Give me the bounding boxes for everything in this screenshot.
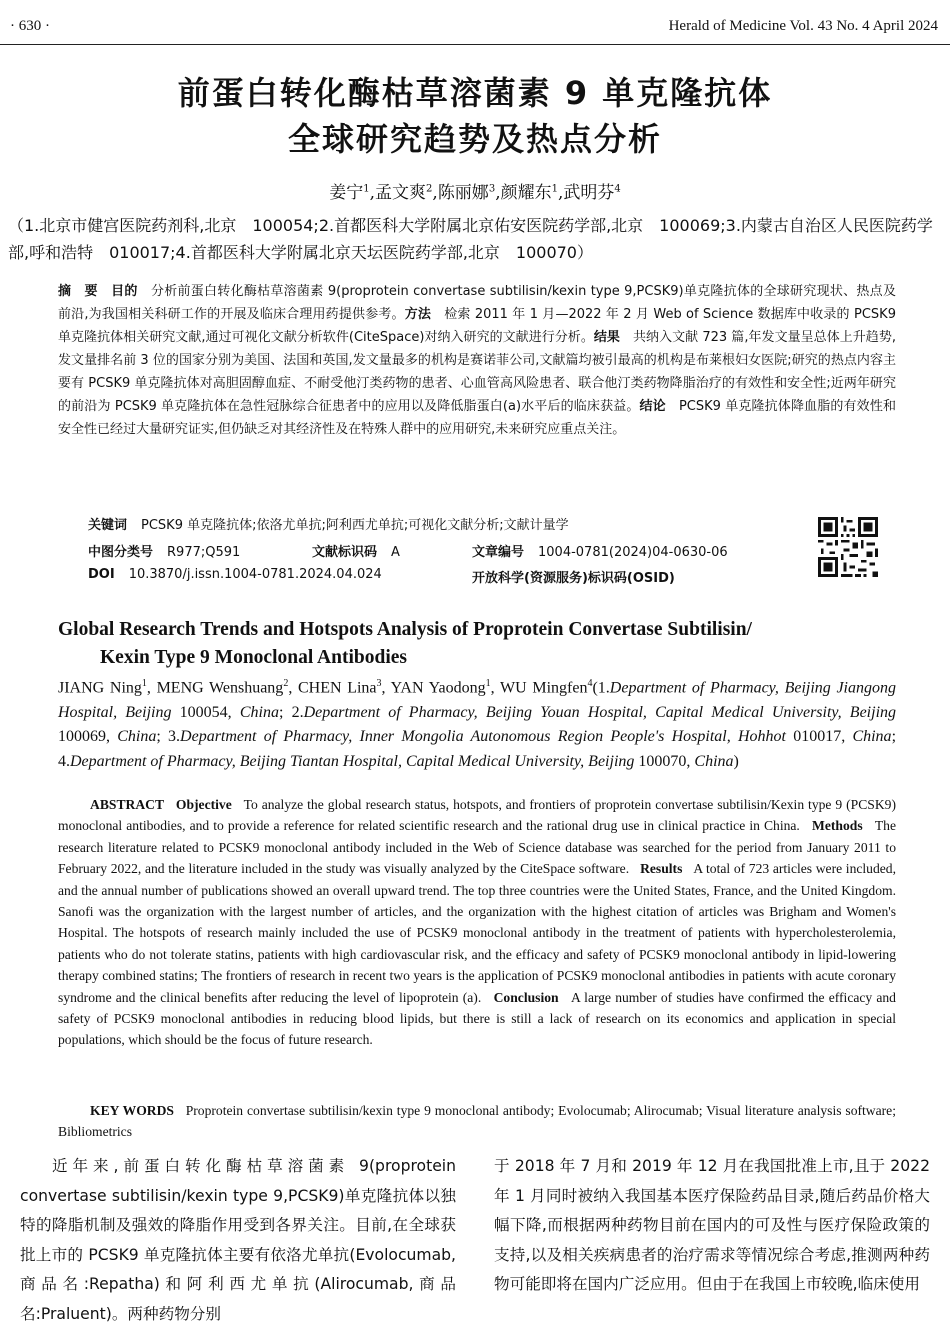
results-en-label: Results <box>640 861 683 877</box>
objective-en-text: To analyze the global research status, hotspots, and frontiers of proprotein convertase subtilisin/Kexin type 9 (PCSK9) monoclonal antibodies, and to provide a reference for related scientific research and the rational drug use in clinical practice in China. <box>58 797 897 834</box>
author-name-en: CHEN Lina <box>297 679 377 697</box>
methods-en-text: The research literature related to PCSK9 monoclonal antibody included in the Web of Science database was searched for the period from January 2011 to February 2022, and the literature included in the study was visually analyzed by the CiteSpace software. <box>58 818 896 877</box>
affil-country: China <box>852 728 892 746</box>
keywords-label: 关键词 <box>88 518 128 533</box>
doi-label: DOI <box>88 567 115 582</box>
article-no-value: 1004-0781(2024)04-0630-06 <box>538 545 728 560</box>
affil-code: 100069 <box>58 728 106 746</box>
author-affiliation-mark: 1 <box>363 183 370 195</box>
affil-country: China <box>694 752 734 770</box>
author-affiliation-mark: 3 <box>376 678 382 689</box>
objective-label: 目的 <box>111 284 138 299</box>
title-english <box>58 616 898 672</box>
author-name: 姜宁 <box>329 183 364 203</box>
abstract-chinese <box>58 280 896 441</box>
journal-citation: Herald of Medicine Vol. 43 No. 4 April 2024 <box>668 18 938 34</box>
osid-qr-code[interactable] <box>818 515 878 579</box>
conclusion-label: 结论 <box>639 399 666 414</box>
doc-code-label: 文献标识码 <box>312 545 378 560</box>
clc-label: 中图分类号 <box>88 545 154 560</box>
author-affiliation-mark: 1 <box>485 678 491 689</box>
body-column-left <box>20 1152 456 1329</box>
author-affiliation-mark: 3 <box>488 183 496 195</box>
affil-inst: Department of Pharmacy, Beijing Tiantan Hospital, Capital Medical University, Beijing <box>70 752 635 770</box>
results-label: 结果 <box>593 330 620 345</box>
osid-label: 开放科学(资源服务)标识码(OSID) <box>472 571 675 586</box>
body-column-right <box>494 1152 930 1300</box>
affil-num: 2. <box>291 703 304 721</box>
page-number: · 630 · <box>10 18 50 34</box>
author-affiliation-mark: 2 <box>426 183 433 195</box>
keywords-en-label: KEY WORDS <box>90 1103 174 1118</box>
author-name: 颜耀东 <box>500 183 552 203</box>
methods-text: 检索 2011 年 1 月—2022 年 2 月 Web of Science 数据库中收录的 PCSK9 单克隆抗体相关研究文献,通过可视化文献分析软件(CiteSpace)对纳入研究的文献进行分析。 <box>58 307 896 345</box>
authors-english: JIANG Ning$^1$, MENG Wenshuang$^2$, CHEN Lina$^3$, YAN Yaodong$^1$, WU Mingfen$^4$(1.Department of Pharmacy, Beijing Jiangong Hospital, Beijing 100054, China; 2.Department of Pharmacy, Beijing Youan Hospital, Capital Medical University, Beijing 100069, China; 3.Department of Pharmacy, Inner Mongolia Autonomous Region People's Hospital, Hohhot 010017, China; 4.Department of Pharmacy, Beijing Tiantan Hospital, Capital Medical University, Beijing 100070, China) <box>58 678 897 770</box>
keywords-english <box>58 1100 896 1143</box>
doc-code-row <box>312 541 400 560</box>
affil-num: 1. <box>597 679 610 697</box>
authors-chinese: 姜宁$^1$,孟文爽$^2$,陈丽娜$^3$,颜耀东$^1$,武明芬$^4$ <box>329 183 621 203</box>
affil-country: China <box>239 703 279 721</box>
affil-inst: Department of Pharmacy, Inner Mongolia Autonomous Region People's Hospital, Hohhot <box>180 728 786 746</box>
title-english-line1: Global Research Trends and Hotspots Analysis of Proprotein Convertase Subtilisin/ <box>58 619 752 640</box>
author-name-en: JIANG Ning <box>58 679 142 697</box>
body-right-text: 于 2018 年 7 月和 2019 年 12 月在我国批准上市,且于 2022 年 1 月同时被纳入我国基本医疗保险药品目录,随后药品价格大幅下降,而根据两种药物目前在国内的可及性与医疗保险政策的支持,以及相关疾病患者的治疗需求等情况综合考虑,推测两种药物可能即将在国内广泛应用。但由于在我国上市较晚,临床使用 <box>494 1157 930 1293</box>
article-no-row <box>472 541 728 560</box>
objective-text: 分析前蛋白转化酶枯草溶菌素 9(proprotein convertase subtilisin/kexin type 9,PCSK9)单克隆抗体的全球研究现状、热点及前沿,为我国相关科研工作的开展及临床合理用药提供参考。 <box>58 284 896 322</box>
keywords-cn-row <box>88 514 569 533</box>
title-chinese-line1: 前蛋白转化酶枯草溶菌素 9 单克隆抗体 <box>177 74 773 112</box>
author-name-en: YAN Yaodong <box>390 679 486 697</box>
author-affiliation-mark: 1 <box>551 183 558 195</box>
author-affiliation-mark: 4 <box>587 678 593 689</box>
affiliations-chinese: （1.北京市健宫医院药剂科,北京 100054;2.首都医科大学附属北京佑安医院药学部,北京 100069;3.内蒙古自治区人民医院药学部,呼和浩特 010017;4.首都医科大学附属北京天坛医院药学部,北京 100070） <box>8 216 933 262</box>
osid-row <box>472 567 689 586</box>
title-chinese-line2: 全球研究趋势及热点分析 <box>287 120 662 158</box>
doc-code-value: A <box>391 545 400 560</box>
conclusion-en-label: Conclusion <box>493 989 559 1005</box>
title-chinese <box>0 70 950 162</box>
conclusion-en-text: A large number of studies have confirmed the efficacy and safety of PCSK9 monoclonal antibodies in reducing blood lipids, but there is still a lack of research on its economics and application in special populations, which should be the focus of future research. <box>58 989 896 1048</box>
results-text: 共纳入文献 723 篇,年发文量呈总体上升趋势,发文量排名前 3 位的国家分别为美国、法国和英国,发文量最多的机构是赛诺菲公司,文献篇均被引最高的机构是布莱根妇女医院;研究的热点内容主要有 PCSK9 单克隆抗体对高胆固醇血症、不耐受他汀类药物的患者、心血管高风险患者、联合他汀类药物降脂治疗的有效性和安全性;近两年研究的前沿为 PCSK9 单克隆抗体在急性冠脉综合征患者中的应用以及降低脂蛋白(a)水平后的临床获益。 <box>58 330 896 414</box>
clc-value: R977;Q591 <box>167 545 241 560</box>
abstract-label: 摘 要 <box>58 284 98 299</box>
author-name-en: WU Mingfen <box>500 679 588 697</box>
objective-en-label: Objective <box>175 797 232 812</box>
keywords-en-text: Proprotein convertase subtilisin/kexin type 9 monoclonal antibody; Evolocumab; Alirocumab; Visual literature analysis software; Bibliometrics <box>58 1103 896 1140</box>
affil-inst: Department of Pharmacy, Beijing Youan Hospital, Capital Medical University, Beijing <box>303 703 897 721</box>
affil-code: 100054 <box>179 703 228 721</box>
body-left-text: 近年来,前蛋白转化酶枯草溶菌素 9(proprotein convertase subtilisin/kexin type 9,PCSK9)单克隆抗体以独特的降脂机制及强效的降脂作用受到各界关注。目前,在全球获批上市的 PCSK9 单克隆抗体主要有依洛尤单抗(Evolocumab,商品名:Repatha)和阿利西尤单抗(Alirocumab,商品名:Praluent)。两种药物分别 <box>20 1157 456 1323</box>
author-affiliation-mark: 4 <box>614 183 621 195</box>
conclusion-text: PCSK9 单克隆抗体降血脂的有效性和安全性已经过大量研究证实,但仍缺乏对其经济性及在特殊人群中的应用研究,未来研究应重点关注。 <box>58 399 896 437</box>
abstract-en-label: ABSTRACT <box>90 797 165 812</box>
affil-inst: Department of Pharmacy, Beijing Jiangong Hospital, Beijing <box>58 679 896 721</box>
affil-code: 010017 <box>793 728 842 746</box>
article-no-label: 文章编号 <box>472 545 525 560</box>
author-name: 孟文爽 <box>375 183 427 203</box>
doi-row <box>88 567 382 582</box>
clc-row <box>88 541 240 560</box>
header-rule <box>0 44 950 45</box>
keywords-cn: PCSK9 单克隆抗体;依洛尤单抗;阿利西尤单抗;可视化文献分析;文献计量学 <box>141 518 569 533</box>
author-name-en: MENG Wenshuang <box>156 679 284 697</box>
author-affiliation-mark: 2 <box>283 678 289 689</box>
results-en-text: A total of 723 articles were included, and the annual number of publications showed an overall upward trend. The top three countries were the United States, France, and the United Kingdom. Sanofi was the organization with the largest number of articles, and the organization with the highest citation of articles was Brigham and Women's Hospital. The hotspots of research mainly included the use of PCSK9 monoclonal antibody in the treatment of patients with hypercholesterolemia, patients who do not tolerate statins, patients with high cardiovascular risk, and the efficacy and safety of PCSK9 monoclonal antibody in lipid-lowering therapy combined statins; The frontiers of research in recent two years is the application of PCSK9 monoclonal antibodies in patients with acute coronary syndrome and the clinical benefits after reducing the level of lipoprotein (a). <box>58 861 897 1005</box>
affil-num: 4. <box>58 752 70 770</box>
methods-label: 方法 <box>404 307 432 322</box>
abstract-english <box>58 794 896 1051</box>
methods-en-label: Methods <box>812 818 863 834</box>
author-name: 武明芬 <box>563 183 615 203</box>
author-affiliation-mark: 1 <box>141 678 147 689</box>
affil-num: 3. <box>168 728 181 746</box>
title-english-line2: Kexin Type 9 Monoclonal Antibodies <box>100 647 407 668</box>
affil-country: China <box>117 728 157 746</box>
author-name: 陈丽娜 <box>437 183 489 203</box>
affil-code: 100070 <box>638 752 687 770</box>
doi-value: 10.3870/j.issn.1004-0781.2024.04.024 <box>128 567 382 582</box>
